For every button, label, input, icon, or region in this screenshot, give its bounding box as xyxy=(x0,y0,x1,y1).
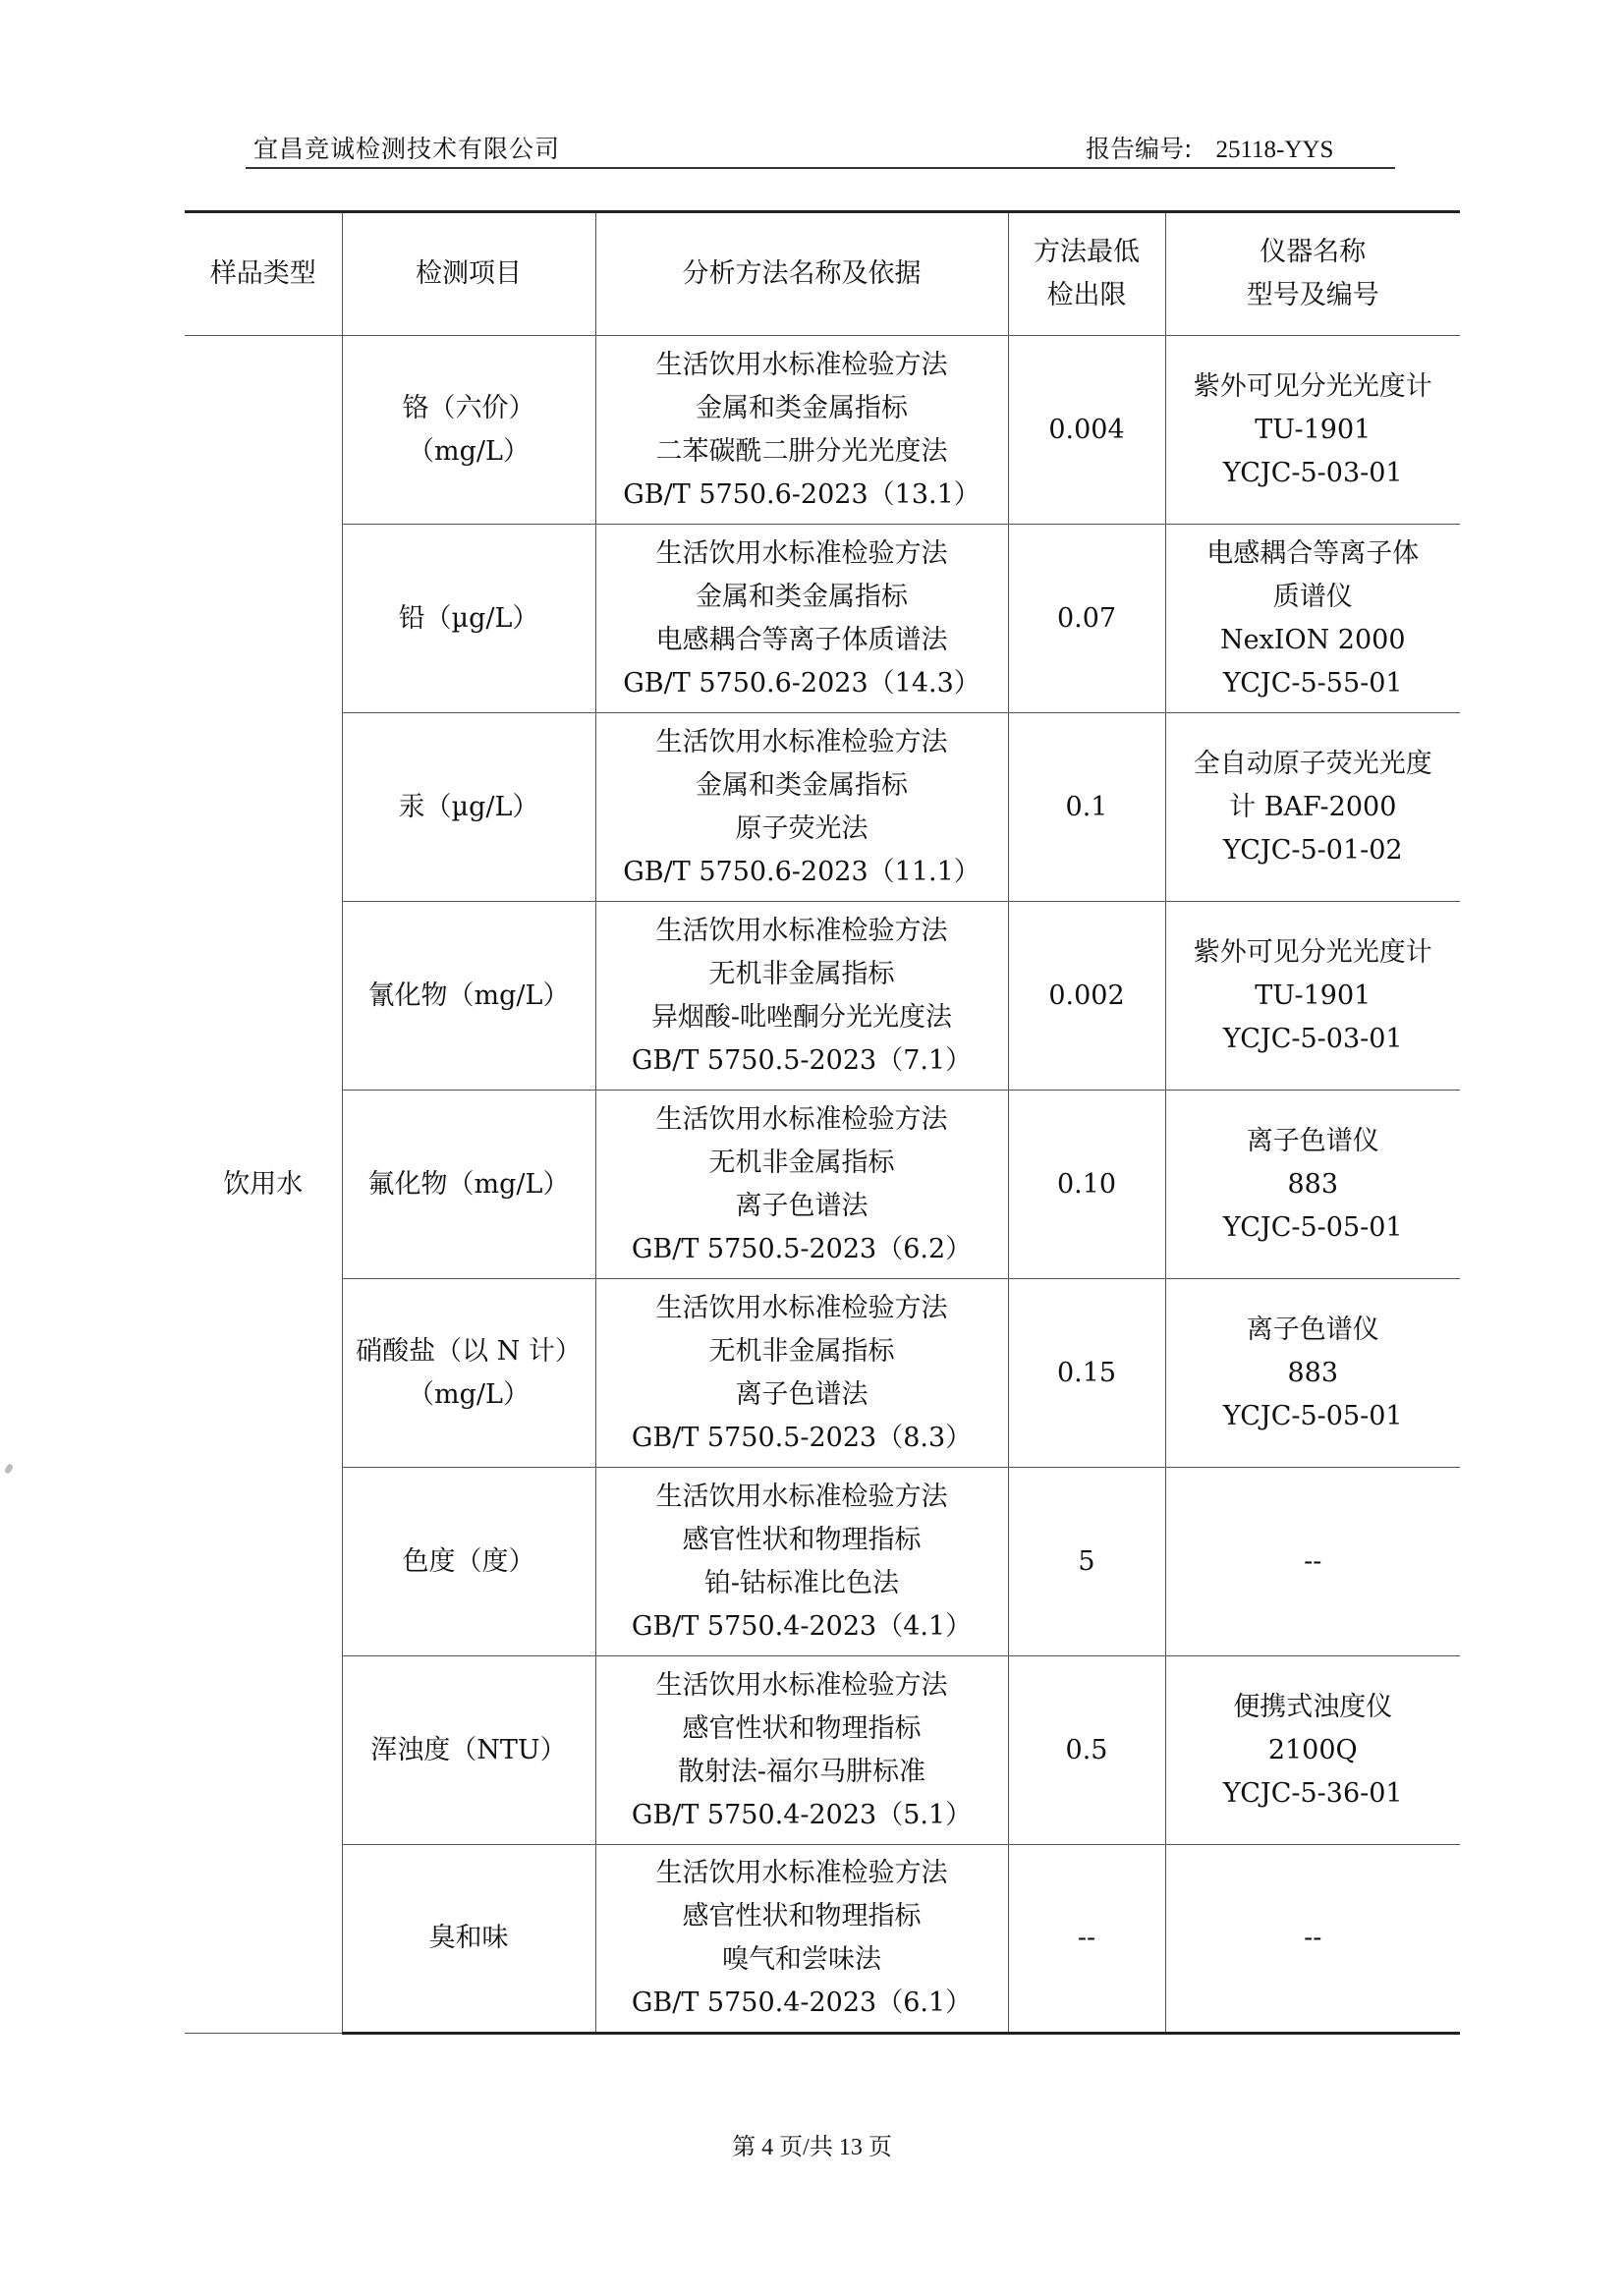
detection-limit-cell: -- xyxy=(1008,1845,1165,2034)
detection-limit-cell: 0.5 xyxy=(1008,1656,1165,1845)
method-cell: 生活饮用水标准检验方法 感官性状和物理指标 铂-钴标准比色法 GB/T 5750.4-2023（4.1） xyxy=(595,1468,1008,1656)
instrument-cell: 紫外可见分光光度计 TU-1901 YCJC-5-03-01 xyxy=(1165,902,1460,1091)
method-cell: 生活饮用水标准检验方法 金属和类金属指标 原子荧光法 GB/T 5750.6-2023（11.1） xyxy=(595,713,1008,902)
detection-limit-cell: 0.002 xyxy=(1008,902,1165,1091)
method-cell: 生活饮用水标准检验方法 无机非金属指标 异烟酸-吡唑酮分光光度法 GB/T 5750.5-2023（7.1） xyxy=(595,902,1008,1091)
table-row xyxy=(185,1091,1460,1279)
test-item-cell: 氰化物（mg/L） xyxy=(342,902,595,1091)
header-rule xyxy=(246,167,1395,169)
test-item-cell: 铬（六价） （mg/L） xyxy=(342,336,595,525)
company-name: 宜昌竞诚检测技术有限公司 xyxy=(253,135,561,163)
table-header-row xyxy=(185,212,1460,336)
test-item-cell: 氟化物（mg/L） xyxy=(342,1091,595,1279)
method-cell: 生活饮用水标准检验方法 金属和类金属指标 二苯碳酰二肼分光光度法 GB/T 5750.6-2023（13.1） xyxy=(595,336,1008,525)
sample-type-cell: 饮用水 xyxy=(185,336,342,2034)
detection-limit-cell: 0.07 xyxy=(1008,525,1165,713)
page-number: 第 4 页/共 13 页 xyxy=(732,2135,892,2160)
instrument-cell: 离子色谱仪 883 YCJC-5-05-01 xyxy=(1165,1091,1460,1279)
col-header-instrument: 仪器名称 型号及编号 xyxy=(1165,212,1460,336)
detection-limit-cell: 0.10 xyxy=(1008,1091,1165,1279)
report-number-value: 25118-YYS xyxy=(1215,137,1334,163)
instrument-cell: 紫外可见分光光度计 TU-1901 YCJC-5-03-01 xyxy=(1165,336,1460,525)
method-cell: 生活饮用水标准检验方法 感官性状和物理指标 散射法-福尔马肼标准 GB/T 5750.4-2023（5.1） xyxy=(595,1656,1008,1845)
table-row xyxy=(185,336,1460,525)
col-header-detection-limit: 方法最低 检出限 xyxy=(1008,212,1165,336)
table-row xyxy=(185,713,1460,902)
report-number-label: 报告编号: xyxy=(1086,135,1193,163)
scan-speck xyxy=(4,1463,14,1475)
test-methods-table xyxy=(185,210,1460,2035)
instrument-cell: 全自动原子荧光光度 计 BAF-2000 YCJC-5-01-02 xyxy=(1165,713,1460,902)
table-row xyxy=(185,1656,1460,1845)
col-header-sample-type: 样品类型 xyxy=(185,212,342,336)
test-item-cell: 硝酸盐（以 N 计） （mg/L） xyxy=(342,1279,595,1468)
instrument-cell: -- xyxy=(1165,1468,1460,1656)
detection-limit-cell: 5 xyxy=(1008,1468,1165,1656)
detection-limit-cell: 0.004 xyxy=(1008,336,1165,525)
table-row xyxy=(185,1845,1460,2034)
test-item-cell: 臭和味 xyxy=(342,1845,595,2034)
test-item-cell: 铅（µg/L） xyxy=(342,525,595,713)
instrument-cell: 电感耦合等离子体 质谱仪 NexION 2000 YCJC-5-55-01 xyxy=(1165,525,1460,713)
method-cell: 生活饮用水标准检验方法 无机非金属指标 离子色谱法 GB/T 5750.5-2023（8.3） xyxy=(595,1279,1008,1468)
test-item-cell: 色度（度） xyxy=(342,1468,595,1656)
table-row xyxy=(185,1468,1460,1656)
instrument-cell: -- xyxy=(1165,1845,1460,2034)
col-header-method: 分析方法名称及依据 xyxy=(595,212,1008,336)
method-cell: 生活饮用水标准检验方法 金属和类金属指标 电感耦合等离子体质谱法 GB/T 5750.6-2023（14.3） xyxy=(595,525,1008,713)
instrument-cell: 离子色谱仪 883 YCJC-5-05-01 xyxy=(1165,1279,1460,1468)
detection-limit-cell: 0.15 xyxy=(1008,1279,1165,1468)
test-item-cell: 汞（µg/L） xyxy=(342,713,595,902)
table-row xyxy=(185,902,1460,1091)
detection-limit-cell: 0.1 xyxy=(1008,713,1165,902)
table-row xyxy=(185,525,1460,713)
col-header-test-item: 检测项目 xyxy=(342,212,595,336)
method-cell: 生活饮用水标准检验方法 感官性状和物理指标 嗅气和尝味法 GB/T 5750.4-2023（6.1） xyxy=(595,1845,1008,2034)
table-row xyxy=(185,1279,1460,1468)
test-item-cell: 浑浊度（NTU） xyxy=(342,1656,595,1845)
instrument-cell: 便携式浊度仪 2100Q YCJC-5-36-01 xyxy=(1165,1656,1460,1845)
report-number xyxy=(1086,130,1333,165)
method-cell: 生活饮用水标准检验方法 无机非金属指标 离子色谱法 GB/T 5750.5-2023（6.2） xyxy=(595,1091,1008,1279)
